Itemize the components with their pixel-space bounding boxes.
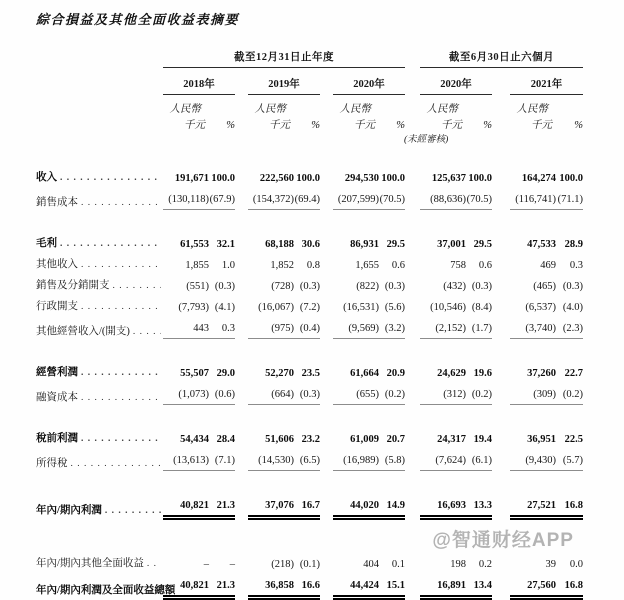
- amount-cell: (664): [248, 380, 294, 405]
- amount-cell: 61,553: [180, 238, 209, 250]
- unit-label: 千元: [441, 119, 462, 131]
- percent-cell: 14.9: [379, 491, 405, 518]
- amount-cell: (551): [186, 280, 209, 292]
- year-header-row: [36, 68, 583, 95]
- table-row: [36, 230, 583, 251]
- row-label: 經營利潤 . . .: [36, 359, 163, 380]
- percent-cell: 0.8: [306, 259, 320, 271]
- amount-cell: (7,793): [178, 301, 209, 313]
- amount-cell: –: [203, 558, 209, 570]
- percent-label: %: [226, 119, 235, 131]
- amount-cell: 24,629: [437, 367, 466, 379]
- amount-cell: (16,067): [258, 301, 294, 313]
- percent-cell: (0.2): [556, 380, 583, 405]
- unit-header-row: [36, 116, 583, 132]
- currency-label: 人民幣: [516, 103, 548, 115]
- dotted-leader: [113, 279, 162, 293]
- percent-cell: 22.5: [564, 433, 584, 445]
- amount-cell: 1,655: [355, 259, 379, 271]
- amount-cell: 198: [450, 558, 466, 570]
- percent-cell: 100.0: [559, 172, 584, 184]
- percent-label: %: [574, 119, 584, 131]
- percent-label: %: [311, 119, 320, 131]
- percent-cell: 1.0: [221, 259, 235, 271]
- percent-cell: 0.3: [209, 314, 235, 339]
- amount-cell: (7,624): [420, 446, 466, 471]
- amount-cell: 36,951: [527, 433, 556, 445]
- amount-cell: (16,989): [333, 446, 379, 471]
- amount-cell: (975): [248, 314, 294, 339]
- amount-cell: 191,671: [174, 172, 209, 184]
- percent-cell: (69.4): [294, 185, 320, 210]
- table-row: [36, 293, 583, 314]
- percent-cell: (7.1): [209, 446, 235, 471]
- percent-cell: (0.4): [294, 314, 320, 339]
- percent-cell: 20.7: [386, 433, 405, 445]
- dotted-leader: [81, 391, 161, 405]
- table-row: [36, 425, 583, 446]
- percent-cell: (8.4): [471, 301, 492, 313]
- percent-cell: (7.2): [299, 301, 320, 313]
- percent-cell: 30.6: [301, 238, 320, 250]
- amount-cell: 61,009: [350, 433, 379, 445]
- row-label: 稅前利潤 . . .: [36, 425, 163, 446]
- percent-cell: 0.6: [391, 259, 405, 271]
- amount-cell: 37,001: [437, 238, 466, 250]
- table-row: [36, 359, 583, 380]
- amount-cell: (2,152): [420, 314, 466, 339]
- amount-cell: (130,118): [163, 185, 209, 210]
- unaudited-note: (未經審核): [404, 135, 449, 146]
- amount-cell: (16,531): [343, 301, 379, 313]
- row-label: 毛利 . . .: [36, 230, 163, 251]
- percent-cell: (3.2): [379, 314, 405, 339]
- row-label: 所得稅 . . .: [36, 446, 163, 471]
- amount-cell: 27,560: [510, 571, 556, 598]
- percent-cell: 21.3: [209, 491, 235, 518]
- amount-cell: (10,546): [430, 301, 466, 313]
- period-header-annual: 截至12月31日止年度: [163, 43, 405, 68]
- amount-cell: 44,424: [333, 571, 379, 598]
- percent-cell: 13.3: [466, 491, 492, 518]
- percent-cell: (5.6): [384, 301, 405, 313]
- amount-cell: 52,270: [265, 367, 294, 379]
- table-row: [36, 185, 583, 210]
- percent-cell: –: [229, 558, 235, 570]
- dotted-leader: [147, 557, 161, 571]
- amount-cell: 44,020: [333, 491, 379, 518]
- amount-cell: 294,530: [344, 172, 379, 184]
- table-row: [36, 251, 583, 272]
- percent-cell: (67.9): [209, 185, 235, 210]
- row-label: 銷售成本 . . .: [36, 185, 163, 210]
- amount-cell: (728): [271, 280, 294, 292]
- amount-cell: 1,852: [270, 259, 294, 271]
- year-2018: 2018年: [163, 68, 235, 95]
- dotted-leader: [71, 457, 162, 471]
- row-label: 其他收入 . . .: [36, 251, 163, 272]
- percent-cell: (0.1): [299, 558, 320, 570]
- percent-cell: 0.1: [391, 558, 405, 570]
- percent-cell: (0.3): [299, 280, 320, 292]
- percent-cell: (5.8): [379, 446, 405, 471]
- dotted-leader: [81, 432, 161, 446]
- income-statement-table: [36, 43, 583, 600]
- row-label: 融資成本 . . .: [36, 380, 163, 405]
- percent-cell: (6.1): [466, 446, 492, 471]
- amount-cell: (88,636): [420, 185, 466, 210]
- dotted-leader: [81, 258, 161, 272]
- amount-cell: (1,073): [163, 380, 209, 405]
- percent-cell: 16.8: [556, 571, 583, 598]
- page-title: 綜合損益及其他全面收益表摘要: [36, 12, 240, 27]
- percent-cell: 100.0: [381, 172, 405, 184]
- amount-cell: 16,891: [420, 571, 466, 598]
- amount-cell: (9,569): [333, 314, 379, 339]
- percent-cell: 23.5: [301, 367, 320, 379]
- amount-cell: 164,274: [521, 172, 556, 184]
- amount-cell: 55,507: [180, 367, 209, 379]
- amount-cell: (465): [533, 280, 556, 292]
- amount-cell: (3,740): [510, 314, 556, 339]
- percent-cell: (1.7): [466, 314, 492, 339]
- amount-cell: (218): [271, 558, 294, 570]
- percent-cell: (4.0): [562, 301, 584, 313]
- percent-cell: 32.1: [216, 238, 235, 250]
- percent-cell: (0.3): [471, 280, 492, 292]
- table-row: [36, 550, 583, 571]
- percent-cell: (71.1): [556, 185, 583, 210]
- percent-cell: (5.7): [556, 446, 583, 471]
- percent-cell: (0.3): [562, 280, 584, 292]
- percent-cell: 100.0: [296, 172, 320, 184]
- row-label: 行政開支 . . .: [36, 293, 163, 314]
- percent-cell: (70.5): [466, 185, 492, 210]
- amount-cell: 758: [450, 259, 466, 271]
- percent-cell: (0.3): [214, 280, 235, 292]
- dotted-leader: [60, 171, 161, 185]
- amount-cell: 86,931: [350, 238, 379, 250]
- percent-cell: 21.3: [209, 571, 235, 598]
- percent-cell: (0.3): [384, 280, 405, 292]
- percent-cell: 0.3: [569, 259, 584, 271]
- row-label: 收入 . . .: [36, 164, 163, 185]
- percent-cell: 0.0: [569, 558, 584, 570]
- amount-cell: (154,372): [248, 185, 294, 210]
- amount-cell: 54,434: [180, 433, 209, 445]
- percent-cell: 20.9: [386, 367, 405, 379]
- table-row: [36, 164, 583, 185]
- amount-cell: 404: [363, 558, 379, 570]
- row-label: 銷售及分銷開支 . . .: [36, 272, 163, 293]
- percent-cell: (2.3): [556, 314, 583, 339]
- year-2020-interim: 2020年: [420, 68, 492, 95]
- percent-cell: 22.7: [564, 367, 584, 379]
- amount-cell: 51,606: [265, 433, 294, 445]
- watermark: @智通财经APP: [432, 530, 574, 551]
- unaudited-note-row: [36, 132, 583, 147]
- table-row: [36, 571, 583, 598]
- percent-cell: 19.6: [473, 367, 492, 379]
- percent-label: %: [396, 119, 405, 131]
- amount-cell: 222,560: [259, 172, 294, 184]
- row-label: 年內/期內利潤及全面收益總額: [36, 585, 176, 597]
- table-row: [36, 272, 583, 293]
- currency-label: 人民幣: [254, 103, 286, 115]
- currency-label: 人民幣: [169, 103, 201, 115]
- percent-cell: 16.7: [294, 491, 320, 518]
- amount-cell: 40,821: [163, 491, 209, 518]
- year-2020: 2020年: [333, 68, 405, 95]
- amount-cell: 36,858: [248, 571, 294, 598]
- amount-cell: 47,533: [527, 238, 556, 250]
- currency-header-row: [36, 95, 583, 117]
- amount-cell: (6,537): [525, 301, 556, 313]
- percent-cell: (0.6): [209, 380, 235, 405]
- table-row: [36, 446, 583, 471]
- percent-cell: 16.6: [294, 571, 320, 598]
- percent-label: %: [483, 119, 492, 131]
- currency-label: 人民幣: [426, 103, 458, 115]
- amount-cell: 469: [540, 259, 556, 271]
- amount-cell: (207,599): [333, 185, 379, 210]
- percent-cell: 29.0: [216, 367, 235, 379]
- amount-cell: 24,317: [437, 433, 466, 445]
- amount-cell: 125,637: [431, 172, 466, 184]
- amount-cell: (116,741): [510, 185, 556, 210]
- amount-cell: (312): [420, 380, 466, 405]
- percent-cell: 13.4: [466, 571, 492, 598]
- amount-cell: (655): [333, 380, 379, 405]
- unit-label: 千元: [354, 119, 375, 131]
- currency-label: 人民幣: [339, 103, 371, 115]
- row-label: 其他經營收入/(開支) . . .: [36, 314, 163, 339]
- percent-cell: 100.0: [211, 172, 235, 184]
- amount-cell: 61,664: [350, 367, 379, 379]
- amount-cell: 16,693: [420, 491, 466, 518]
- period-header-interim: 截至6月30日止六個月: [420, 43, 583, 68]
- amount-cell: 40,821: [163, 571, 209, 598]
- percent-cell: 0.2: [478, 558, 492, 570]
- amount-cell: 1,855: [185, 259, 209, 271]
- amount-cell: 443: [163, 314, 209, 339]
- percent-cell: 100.0: [468, 172, 492, 184]
- percent-cell: 29.5: [386, 238, 405, 250]
- percent-cell: (0.2): [379, 380, 405, 405]
- table-row: [36, 314, 583, 339]
- percent-cell: 29.5: [473, 238, 492, 250]
- percent-cell: 19.4: [473, 433, 492, 445]
- dotted-leader: [81, 196, 161, 210]
- percent-cell: (0.2): [466, 380, 492, 405]
- dotted-leader: [81, 366, 161, 380]
- amount-cell: (9,430): [510, 446, 556, 471]
- percent-cell: (0.3): [294, 380, 320, 405]
- table-row: [36, 380, 583, 405]
- dotted-leader: [133, 325, 161, 339]
- unit-label: 千元: [531, 119, 552, 131]
- amount-cell: (822): [356, 280, 379, 292]
- period-header-row: [36, 43, 583, 68]
- dotted-leader: [105, 504, 161, 518]
- percent-cell: (70.5): [379, 185, 405, 210]
- percent-cell: 28.9: [564, 238, 584, 250]
- amount-cell: (13,613): [163, 446, 209, 471]
- row-label: 年內/期內其他全面收益 . . .: [36, 550, 163, 571]
- percent-cell: 28.4: [216, 433, 235, 445]
- amount-cell: 37,260: [527, 367, 556, 379]
- percent-cell: 16.8: [556, 491, 583, 518]
- year-2019: 2019年: [248, 68, 320, 95]
- row-label: 年內/期內利潤 . . .: [36, 491, 163, 518]
- percent-cell: 15.1: [379, 571, 405, 598]
- percent-cell: 0.6: [478, 259, 492, 271]
- year-2021-interim: 2021年: [510, 68, 583, 95]
- unit-label: 千元: [269, 119, 290, 131]
- amount-cell: (309): [510, 380, 556, 405]
- amount-cell: 68,188: [265, 238, 294, 250]
- percent-cell: (6.5): [294, 446, 320, 471]
- dotted-leader: [81, 300, 161, 314]
- percent-cell: 23.2: [301, 433, 320, 445]
- amount-cell: 39: [545, 558, 556, 570]
- amount-cell: 27,521: [510, 491, 556, 518]
- unit-label: 千元: [184, 119, 205, 131]
- percent-cell: (4.1): [214, 301, 235, 313]
- dotted-leader: [60, 237, 161, 251]
- amount-cell: (432): [443, 280, 466, 292]
- amount-cell: 37,076: [248, 491, 294, 518]
- amount-cell: (14,530): [248, 446, 294, 471]
- table-row: [36, 491, 583, 518]
